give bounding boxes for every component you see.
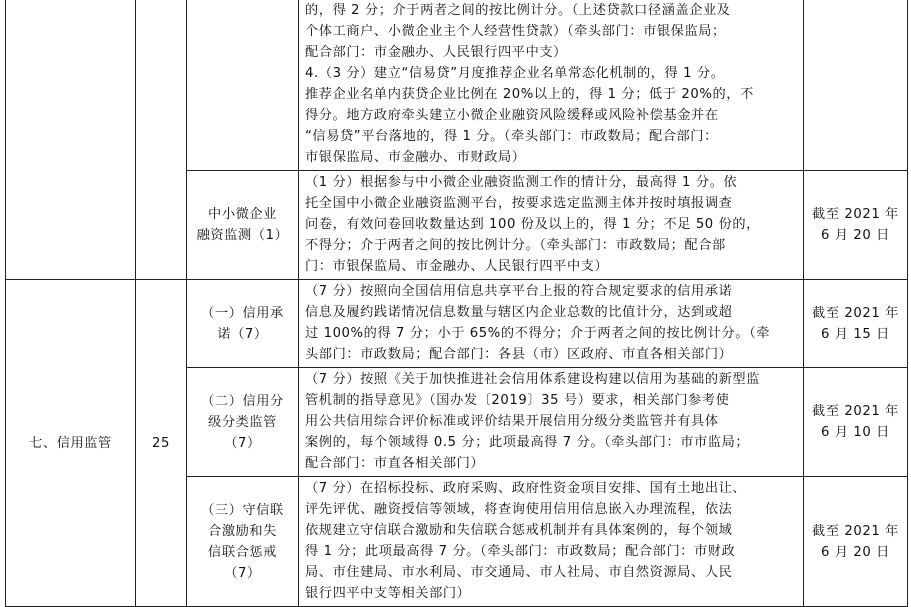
deadline-line: 截至 2021 年 [812, 404, 899, 419]
deadline-cell-credit-commitment [804, 280, 908, 368]
description-line: 得分。地方政府牵头建立小微企业融资风险缓释或风险补偿基金并在 [305, 108, 719, 123]
deadline-line: 6 月 10 日 [821, 425, 890, 440]
indicator-line: （二）信用分 [201, 393, 284, 409]
description-line: （1 分）根据参与中小微企业融资监测工作的情计分，最高得 1 分。依 [305, 175, 738, 190]
indicator-line: 级分类监管 [208, 414, 277, 430]
description-line: 信息及履约践诺情况信息数量与辖区内企业总数的比值计分，达到或超 [305, 305, 733, 320]
description-line: （7 分）在招标投标、政府采购、政府性资金项目安排、国有土地出让、 [305, 481, 747, 496]
indicator-line: （三）守信联 [201, 502, 284, 518]
description-line: 配合部门：市直各相关部门） [305, 456, 485, 471]
deadline-line: 截至 2021 年 [812, 207, 899, 222]
description-line: 市银保监局、市金融办、市财政局） [305, 150, 526, 165]
deadline-cell-finance-monitoring [804, 171, 908, 280]
description-line: 案例的，每个领域得 0.5 分；此项最高得 7 分。（牵头部门：市市监局； [305, 435, 750, 450]
description-line: 过 100%的得 7 分；小于 65%的不得分；介于两者之间的按比例计分。（牵 [305, 326, 771, 341]
indicator-cell-finance-monitoring [187, 171, 299, 280]
description-line: 银行四平中支等相关部门） [305, 586, 471, 601]
indicator-line: （7） [224, 435, 261, 451]
description-line: 评先评优、融资授信等领域，将查询使用信用信息嵌入办理流程，依法 [305, 502, 733, 517]
credit-evaluation-table [5, 0, 908, 607]
score-cell-credit-supervision: 25 [136, 280, 187, 607]
description-cell-graded-supervision [299, 368, 804, 477]
description-line: 配合部门：市金融办、人民银行四平中支） [305, 45, 567, 60]
category-cell-blank [6, 0, 136, 280]
description-cell-finance-monitoring [299, 171, 804, 280]
description-line: 管机制的指导意见》（国办发〔2019〕35 号）要求，相关部门参考使 [305, 393, 730, 408]
indicator-cell-blank [187, 0, 299, 171]
description-line: 个体工商户、小微企业主个人经营性贷款）（牵头部门：市银保监局； [305, 24, 726, 39]
deadline-line: 6 月 20 日 [821, 228, 890, 243]
indicator-cell-joint-incentive [187, 477, 299, 607]
description-line: 依规建立守信联合激励和失信联合惩戒机制并有具体案例的，每个领域 [305, 523, 733, 538]
table-row-credit-commitment [6, 280, 908, 368]
indicator-line: 融资监测（1） [196, 228, 289, 243]
indicator-line: 信联合惩戒 [208, 544, 277, 560]
description-line: 不得分；介于两者之间的按比例计分。（牵头部门：市政数局；配合部 [305, 238, 726, 253]
description-line: 局、市住建局、市水利局、市交通局、市人社局、市自然资源局、人民 [305, 565, 733, 580]
description-cell-credit-commitment [299, 280, 804, 368]
description-line: 得 1 分；此项最高得 7 分。（牵头部门：市政数局；配合部门：市财政 [305, 544, 736, 559]
indicator-line: 诺（7） [217, 326, 268, 342]
indicator-line: 中小微企业 [208, 207, 277, 222]
indicator-line: 合激励和失 [208, 523, 277, 539]
indicator-cell-graded-supervision [187, 368, 299, 477]
description-line: 头部门：市政数局；配合部门：各县（市）区政府、市直各相关部门） [305, 347, 733, 362]
description-cell-credit-loan [299, 0, 804, 171]
description-line: 门：市银保监局、市金融办、人民银行四平中支） [305, 259, 609, 274]
description-line: 推荐企业名单内获贷企业比例在 20%以上的，得 1 分；低于 20%的，不 [305, 87, 754, 102]
deadline-line: 6 月 15 日 [821, 326, 890, 342]
deadline-line: 截至 2021 年 [812, 305, 899, 321]
indicator-cell-credit-commitment [187, 280, 299, 368]
description-line: 问卷，有效问卷回收数量达到 100 份及以上的，得 1 分；不足 50 份的， [305, 217, 760, 232]
indicator-line: （7） [224, 565, 261, 581]
deadline-line: 6 月 20 日 [821, 544, 890, 560]
description-line: 用公共信用综合评价标准或评价结果开展信用分级分类监管并有具体 [305, 414, 719, 429]
description-line: 4.（3 分）建立“信易贷”月度推荐企业名单常态化机制的，得 1 分。 [305, 66, 725, 81]
category-cell-credit-supervision: 七、信用监管 [6, 280, 136, 607]
table-row-continued-finance [6, 0, 908, 171]
description-line: 的，得 2 分；介于两者之间的按比例计分。（上述贷款口径涵盖企业及 [305, 3, 731, 18]
indicator-line: （一）信用承 [201, 305, 284, 321]
deadline-cell-joint-incentive [804, 477, 908, 607]
description-line: （7 分）按照《关于加快推进社会信用体系建设构建以信用为基础的新型监 [305, 372, 760, 387]
description-cell-joint-incentive [299, 477, 804, 607]
description-line: 托全国中小微企业融资监测平台，按要求选定监测主体并按时填报调查 [305, 196, 733, 211]
deadline-cell-blank [804, 0, 908, 171]
description-line: “信易贷”平台落地的，得 1 分。（牵头部门：市政数局；配合部门： [305, 129, 718, 144]
score-cell-blank [136, 0, 187, 280]
description-line: （7 分）按照向全国信用信息共享平台上报的符合规定要求的信用承诺 [305, 284, 733, 299]
deadline-cell-graded-supervision [804, 368, 908, 477]
deadline-line: 截至 2021 年 [812, 523, 899, 539]
